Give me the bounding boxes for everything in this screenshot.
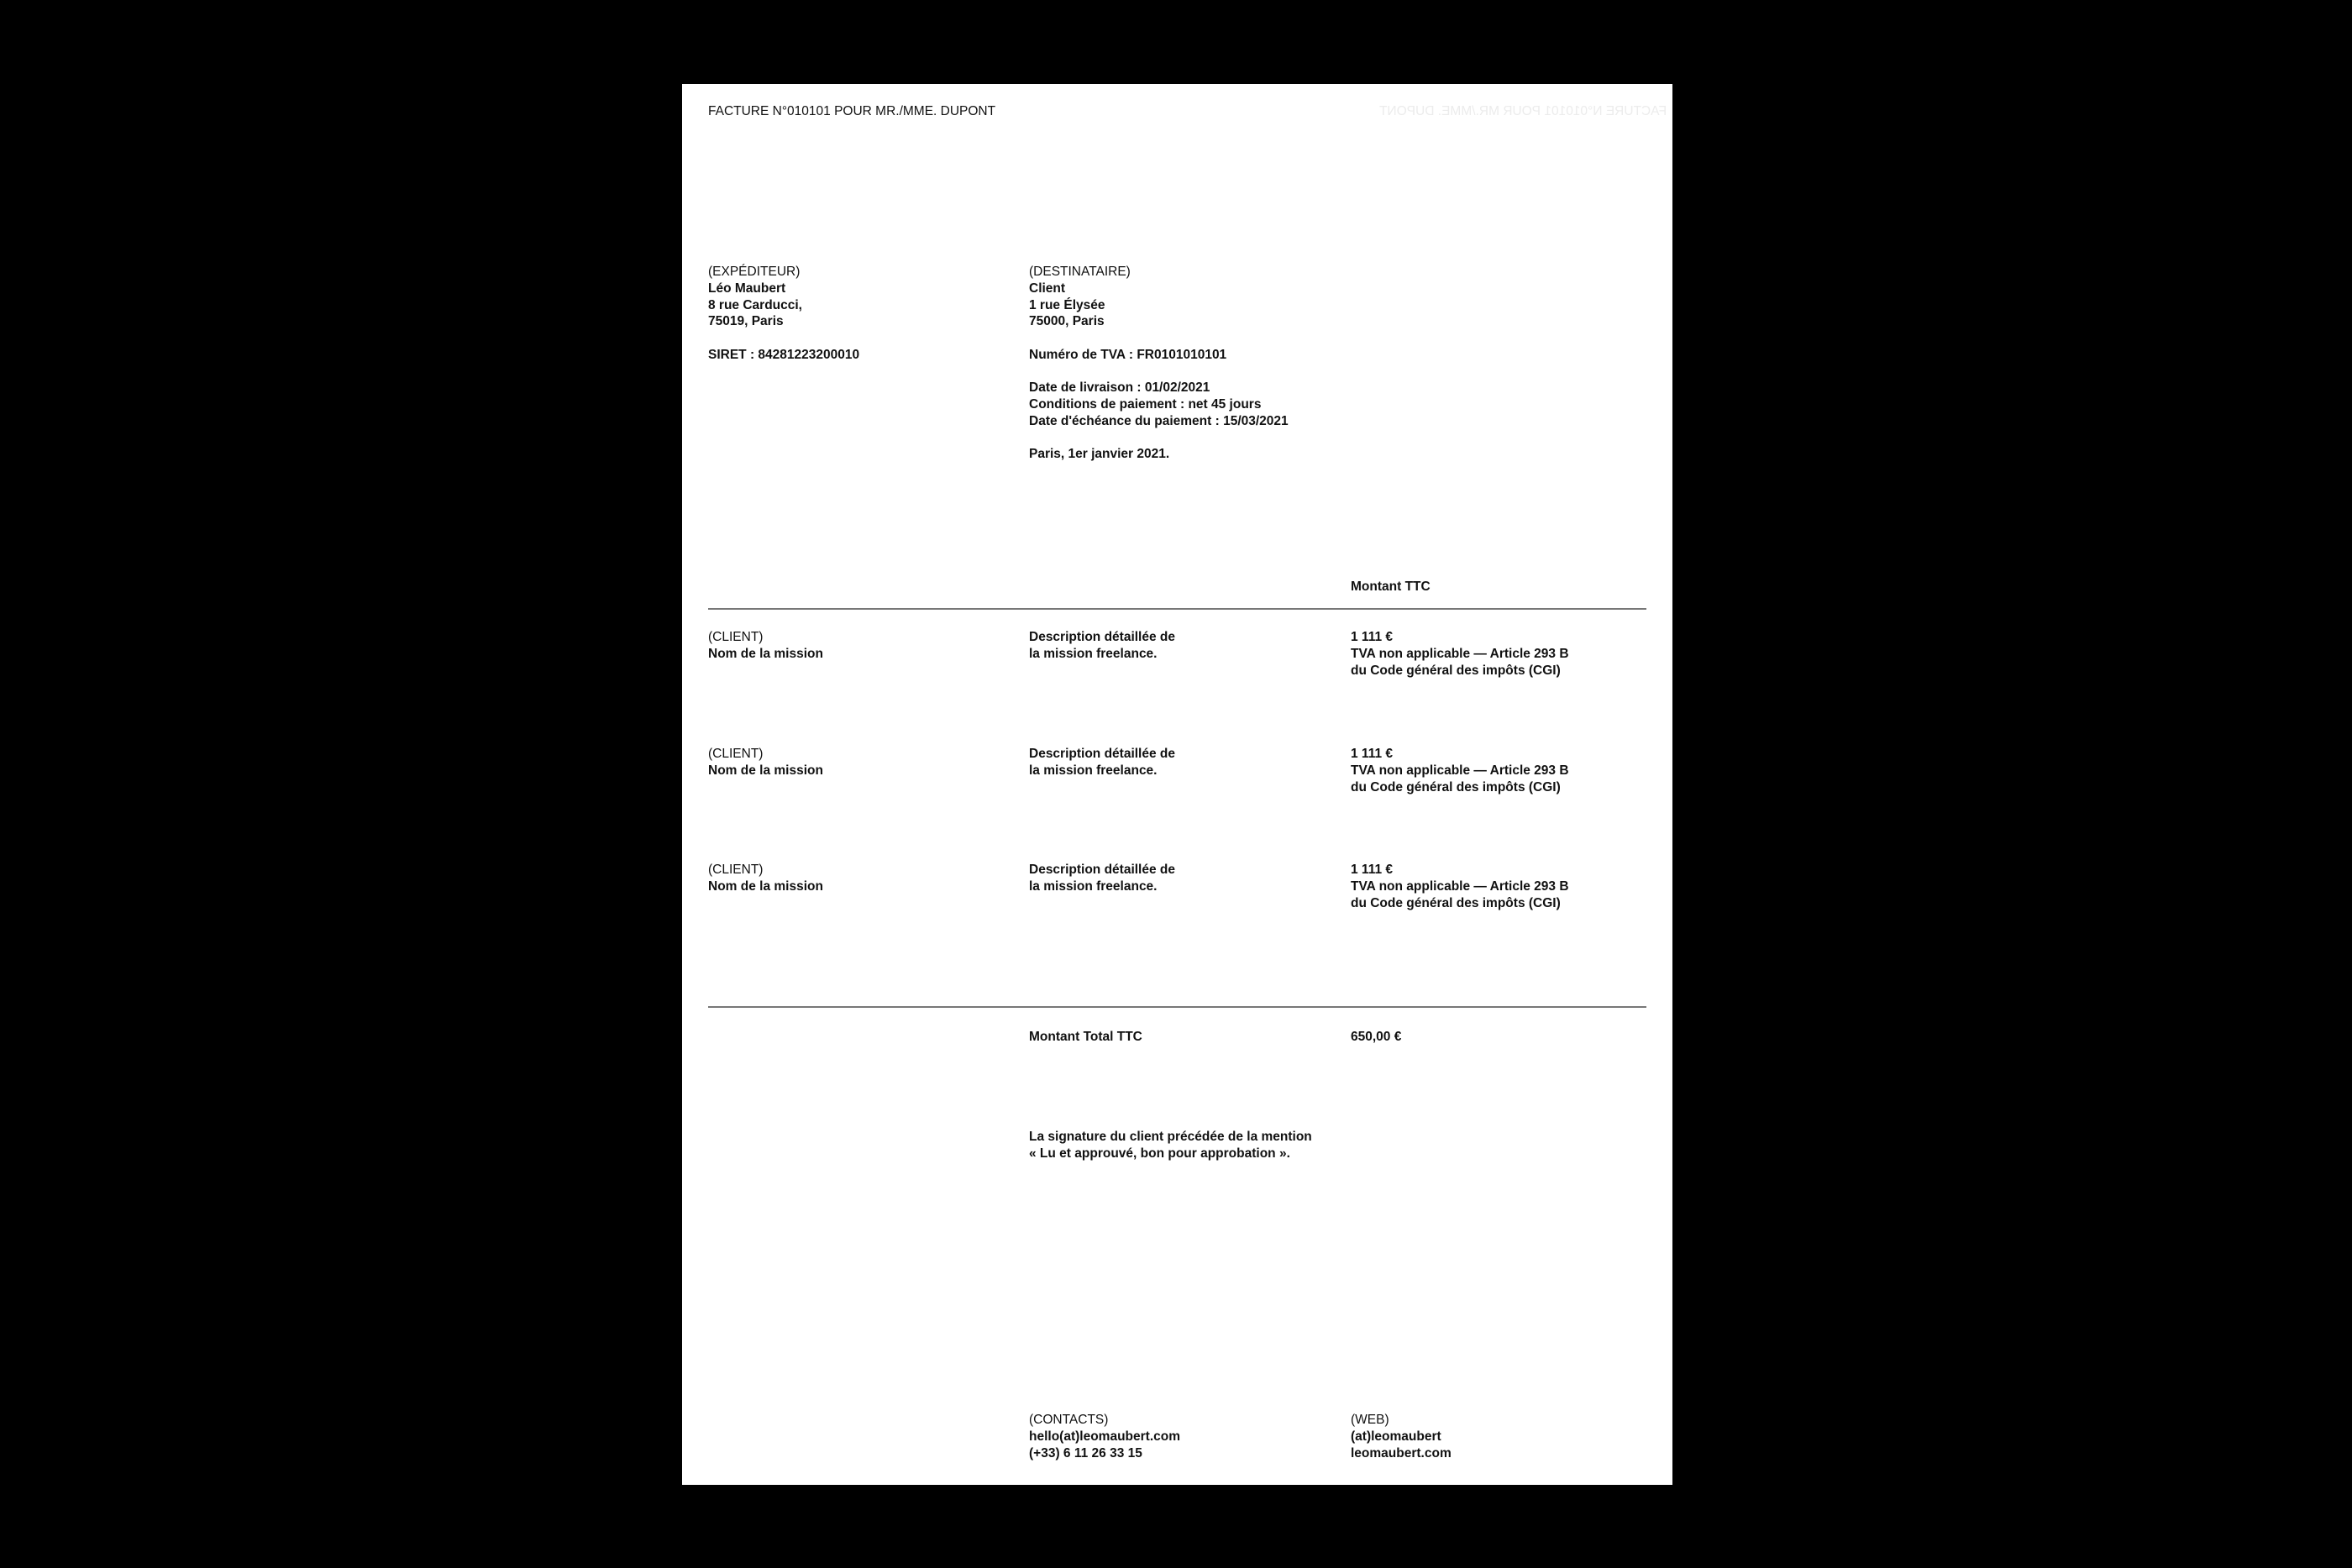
row-description: Description détaillée de — [1029, 747, 1175, 761]
due-date: Date d'échéance du paiement : 15/03/2021 — [1029, 414, 1289, 428]
sender-caption: (EXPÉDITEUR) — [708, 265, 801, 279]
recipient-tva: Numéro de TVA : FR0101010101 — [1029, 348, 1227, 362]
web-site: leomaubert.com — [1351, 1446, 1452, 1460]
sender-street: 8 rue Carducci, — [708, 298, 802, 312]
row-amount: 1 111 € — [1351, 863, 1394, 877]
row-tva-note: du Code général des impôts (CGI) — [1351, 663, 1561, 678]
row-description: la mission freelance. — [1029, 763, 1158, 778]
row-tva-note: TVA non applicable — Article 293 B — [1351, 763, 1569, 778]
row-amount: 1 111 € — [1351, 630, 1394, 644]
amount-column-header: Montant TTC — [1351, 579, 1431, 594]
sender-city: 75019, Paris — [708, 314, 784, 328]
table-bottom-divider — [708, 1006, 1646, 1008]
contact-email: hello(at)leomaubert.com — [1029, 1429, 1180, 1444]
contact-phone: (+33) 6 11 26 33 15 — [1029, 1446, 1142, 1460]
mirrored-title-watermark: FACTURE N°010101 POUR MR./MME. DUPONT — [1379, 104, 1667, 118]
web-caption: (WEB) — [1351, 1413, 1389, 1427]
row-description: Description détaillée de — [1029, 863, 1175, 877]
signature-note: « Lu et approuvé, bon pour approbation ». — [1029, 1146, 1290, 1161]
row-tva-note: TVA non applicable — Article 293 B — [1351, 647, 1569, 661]
row-description: la mission freelance. — [1029, 647, 1158, 661]
row-client-caption: (CLIENT) — [708, 863, 764, 877]
row-mission-name: Nom de la mission — [708, 879, 823, 894]
row-tva-note: du Code général des impôts (CGI) — [1351, 896, 1561, 910]
total-label: Montant Total TTC — [1029, 1030, 1142, 1044]
payment-terms: Conditions de paiement : net 45 jours — [1029, 397, 1262, 412]
row-description: la mission freelance. — [1029, 879, 1158, 894]
row-client-caption: (CLIENT) — [708, 630, 764, 644]
web-handle: (at)leomaubert — [1351, 1429, 1441, 1444]
sender-name: Léo Maubert — [708, 281, 786, 296]
recipient-street: 1 rue Élysée — [1029, 298, 1105, 312]
invoice-page — [682, 84, 1672, 1485]
row-tva-note: du Code général des impôts (CGI) — [1351, 780, 1561, 794]
row-description: Description détaillée de — [1029, 630, 1175, 644]
recipient-name: Client — [1029, 281, 1066, 296]
sender-siret: SIRET : 84281223200010 — [708, 348, 860, 362]
row-tva-note: TVA non applicable — Article 293 B — [1351, 879, 1569, 894]
table-top-divider — [708, 608, 1646, 610]
total-value: 650,00 € — [1351, 1030, 1402, 1044]
row-amount: 1 111 € — [1351, 747, 1394, 761]
signature-note: La signature du client précédée de la mention — [1029, 1130, 1312, 1144]
place-date: Paris, 1er janvier 2021. — [1029, 447, 1170, 461]
row-mission-name: Nom de la mission — [708, 763, 823, 778]
row-mission-name: Nom de la mission — [708, 647, 823, 661]
row-client-caption: (CLIENT) — [708, 747, 764, 761]
recipient-caption: (DESTINATAIRE) — [1029, 265, 1131, 279]
delivery-date: Date de livraison : 01/02/2021 — [1029, 380, 1210, 395]
recipient-city: 75000, Paris — [1029, 314, 1105, 328]
contacts-caption: (CONTACTS) — [1029, 1413, 1109, 1427]
invoice-title: FACTURE N°010101 POUR MR./MME. DUPONT — [708, 104, 996, 118]
